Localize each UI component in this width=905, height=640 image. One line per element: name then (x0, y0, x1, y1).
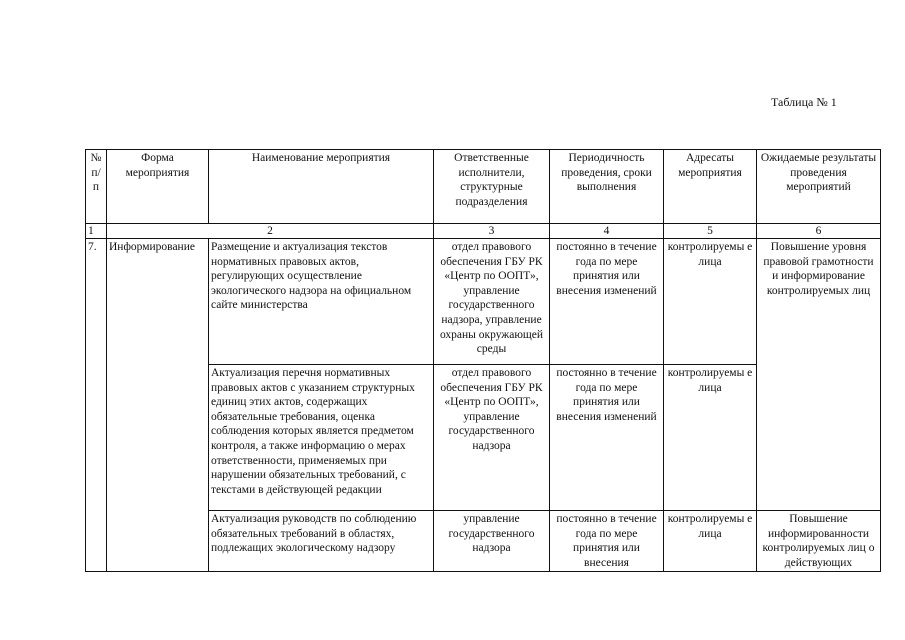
header-addressees: Адресаты мероприятия (664, 150, 757, 224)
measure-name: Актуализация перечня нормативных правовых актов с указанием структурных единиц этих актов, содержащих обязательные требования, оценка соблюдения которых является предметом контроля, а также информацию о мерах ответственности, применяемых при нарушении обязательных требований, с текстами в действующей редакции (209, 365, 434, 511)
header-row (86, 150, 881, 224)
measure-period: постоянно в течение года по мере принятия или внесения изменений (550, 239, 664, 365)
measure-period: постоянно в течение года по мере принятия или внесения (550, 511, 664, 572)
header-num: № п/ п (86, 150, 107, 224)
header-period: Периодичность проведения, сроки выполнения (550, 150, 664, 224)
measure-addressees: контролируемы е лица (664, 511, 757, 572)
measure-addressees: контролируемы е лица (664, 365, 757, 511)
measure-period: постоянно в течение года по мере принятия или внесения изменений (550, 365, 664, 511)
column-number: 5 (664, 224, 757, 239)
header-expected: Ожидаемые результаты проведения мероприятий (757, 150, 881, 224)
measure-expected: Повышение информированности контролируемых лиц о действующих (757, 511, 881, 572)
measure-name: Актуализация руководств по соблюдению обязательных требований в областях, подлежащих экологическому надзору (209, 511, 434, 572)
measure-expected: Повышение уровня правовой грамотности и информирование контролируемых лиц (757, 239, 881, 511)
table-caption: Таблица № 1 (771, 95, 837, 109)
column-number: 3 (434, 224, 550, 239)
row-number: 7. (86, 239, 107, 572)
row-form: Информирование (107, 239, 209, 572)
measure-executors: отдел правового обеспечения ГБУ РК «Центр по ООПТ», управление государственного надзора, управление охраны окружающей среды (434, 239, 550, 365)
column-number: 2 (107, 224, 434, 239)
column-number: 6 (757, 224, 881, 239)
measures-table (85, 149, 881, 572)
header-executors: Ответственные исполнители, структурные подразделения (434, 150, 550, 224)
measure-name: Размещение и актуализация текстов нормативных правовых актов, регулирующих осуществление экологического надзора на официальном сайте министерства (209, 239, 434, 365)
header-name: Наименование мероприятия (209, 150, 434, 224)
measure-executors: управление государственного надзора (434, 511, 550, 572)
column-number-row (86, 224, 881, 239)
measure-executors: отдел правового обеспечения ГБУ РК «Центр по ООПТ», управление государственного надзора (434, 365, 550, 511)
column-number: 4 (550, 224, 664, 239)
table-row (86, 239, 881, 365)
measure-addressees: контролируемы е лица (664, 239, 757, 365)
header-form: Форма мероприятия (107, 150, 209, 224)
column-number: 1 (86, 224, 107, 239)
